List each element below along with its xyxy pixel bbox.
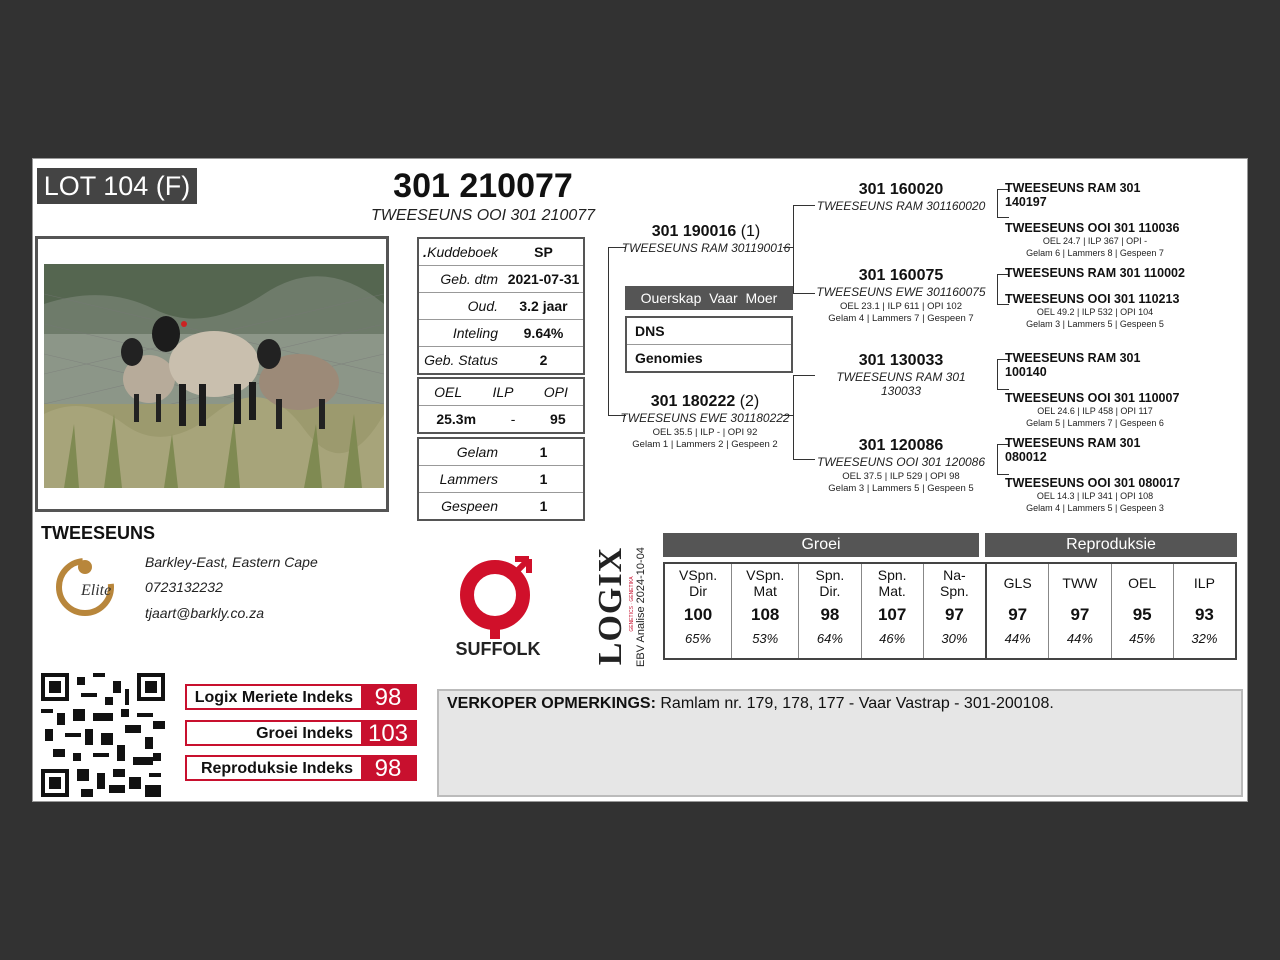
animal-id: 301 210077 bbox=[393, 167, 573, 205]
ilp-value: - bbox=[510, 411, 516, 427]
details-row bbox=[419, 266, 583, 293]
elite-logo-text: Elite bbox=[81, 582, 112, 599]
logix-tagline: GENETICS · GENETIKA bbox=[629, 576, 635, 632]
dam-suffix: (2) bbox=[739, 393, 760, 410]
ebv-value: 97 bbox=[1070, 605, 1090, 624]
details-value: 2021-07-31 bbox=[507, 271, 580, 287]
grandparent-block bbox=[815, 437, 987, 495]
repro-label: Lammers bbox=[439, 471, 498, 487]
ebv-column bbox=[732, 564, 799, 658]
parentage-table bbox=[625, 316, 793, 373]
elite-logo bbox=[53, 555, 117, 619]
grandparent-stats-repro: Gelam 3 | Lammers 5 | Gespeen 5 bbox=[828, 483, 974, 494]
ebv-value: 95 bbox=[1132, 605, 1152, 624]
repro-label: Gelam bbox=[456, 444, 498, 460]
grandparent-name: TWEESEUNS RAM 301 130033 bbox=[836, 370, 966, 398]
grandparent-id: 301 160075 bbox=[858, 267, 944, 284]
dns-label: DNS bbox=[635, 323, 665, 339]
parentage-row bbox=[627, 318, 791, 345]
gg-sire: TWEESEUNS RAM 301 080012 bbox=[1005, 436, 1141, 464]
grandparent-stats-index: OEL 37.5 | ILP 529 | OPI 98 bbox=[842, 471, 960, 482]
ebv-label: VSpn. Dir bbox=[679, 567, 718, 599]
ebv-label: ILP bbox=[1193, 575, 1215, 591]
photo-frame bbox=[35, 236, 389, 512]
ebv-label: TWW bbox=[1062, 575, 1098, 591]
gg-sire: TWEESEUNS RAM 301 110002 bbox=[1005, 266, 1185, 280]
details-label: Inteling bbox=[452, 325, 498, 341]
ebv-column bbox=[987, 564, 1049, 658]
ebv-column bbox=[862, 564, 924, 658]
ebv-table bbox=[663, 562, 1237, 660]
suffolk-logo bbox=[443, 551, 553, 661]
gg-stats-repro: Gelam 3 | Lammers 5 | Gespeen 5 bbox=[1026, 319, 1164, 329]
owner-email: tjaart@barkly.co.za bbox=[145, 605, 264, 621]
gg-stats-index: OEL 49.2 | ILP 532 | OPI 104 bbox=[1036, 307, 1154, 317]
logix-merit-index bbox=[185, 684, 417, 710]
reproduksie-header: Reproduksie bbox=[985, 533, 1237, 557]
ebv-accuracy: 45% bbox=[1129, 631, 1156, 646]
remarks-label: VERKOPER OPMERKINGS: bbox=[447, 695, 656, 712]
grandparent-stats-index: OEL 23.1 | ILP 611 | OPI 102 bbox=[839, 301, 962, 312]
details-prefix: . bbox=[423, 244, 427, 260]
repro-label: Gespeen bbox=[441, 498, 498, 514]
ebv-accuracy: 44% bbox=[1066, 631, 1093, 646]
gg-dam: TWEESEUNS OOI 301 110213 bbox=[1005, 292, 1180, 306]
owner-phone: 0723132232 bbox=[145, 579, 223, 595]
ebv-label: OEL bbox=[1128, 575, 1157, 591]
ebv-column bbox=[1174, 564, 1235, 658]
owner-location: Barkley-East, Eastern Cape bbox=[145, 554, 318, 570]
details-value: 9.64% bbox=[523, 325, 564, 341]
repro-row bbox=[419, 439, 583, 466]
ebv-value: 97 bbox=[944, 605, 964, 624]
gg-sire: TWEESEUNS RAM 301 100140 bbox=[1005, 351, 1141, 379]
ebv-value: 98 bbox=[820, 605, 840, 624]
reproduction-index bbox=[185, 755, 417, 781]
great-grandparent-pair bbox=[1005, 266, 1185, 330]
ebv-label: Spn. Mat. bbox=[877, 567, 907, 599]
ebv-label: VSpn. Mat bbox=[746, 567, 785, 599]
lot-card bbox=[32, 158, 1248, 802]
seller-remarks bbox=[437, 689, 1243, 797]
groei-header: Groei bbox=[663, 533, 979, 557]
index-label: Groei Indeks bbox=[256, 725, 353, 742]
ebv-column bbox=[665, 564, 732, 658]
details-row bbox=[419, 239, 583, 266]
genomies-label: Genomies bbox=[635, 350, 703, 366]
parentage-row bbox=[627, 345, 791, 371]
repro-row bbox=[419, 493, 583, 519]
details-row bbox=[419, 293, 583, 320]
grandparent-name: TWEESEUNS RAM 301160020 bbox=[816, 199, 986, 213]
details-value: 2 bbox=[539, 352, 548, 368]
ebv-accuracy: 64% bbox=[816, 631, 843, 646]
own-index-table bbox=[417, 377, 585, 434]
ebv-value: 107 bbox=[877, 605, 907, 624]
ilp-header: ILP bbox=[492, 384, 514, 400]
logix-logo bbox=[591, 543, 657, 669]
gg-stats-index: OEL 14.3 | ILP 341 | OPI 108 bbox=[1036, 491, 1154, 501]
repro-value: 1 bbox=[539, 498, 548, 514]
dam-block bbox=[619, 393, 791, 451]
logix-brand: LOGIX bbox=[592, 546, 629, 666]
details-row bbox=[419, 320, 583, 347]
grandparent-stats-repro: Gelam 4 | Lammers 7 | Gespeen 7 bbox=[828, 313, 974, 324]
ebv-column bbox=[924, 564, 987, 658]
gg-dam: TWEESEUNS OOI 301 110007 bbox=[1005, 391, 1180, 405]
qr-code[interactable] bbox=[41, 673, 165, 797]
index-value: 98 bbox=[361, 757, 415, 779]
ebv-column bbox=[1049, 564, 1111, 658]
dam-stats-repro: Gelam 1 | Lammers 2 | Gespeen 2 bbox=[632, 439, 778, 450]
gg-stats-repro: Gelam 4 | Lammers 5 | Gespeen 3 bbox=[1026, 503, 1164, 513]
grandparent-block bbox=[815, 181, 987, 213]
grandparent-id: 301 120086 bbox=[858, 437, 944, 454]
gg-sire: TWEESEUNS RAM 301 140197 bbox=[1005, 181, 1141, 209]
sire-block bbox=[621, 223, 791, 255]
details-value: SP bbox=[534, 244, 553, 260]
details-label: Kuddeboek bbox=[427, 244, 498, 260]
gg-stats-index: OEL 24.6 | ILP 458 | OPI 117 bbox=[1037, 406, 1153, 416]
animal-name: TWEESEUNS OOI 301 210077 bbox=[370, 207, 596, 224]
opi-value: 95 bbox=[550, 411, 566, 427]
sheep-photo bbox=[44, 264, 384, 488]
grandparent-id: 301 130033 bbox=[858, 352, 944, 369]
gg-dam: TWEESEUNS OOI 301 110036 bbox=[1005, 221, 1180, 235]
index-value: 98 bbox=[361, 686, 415, 708]
details-label: Geb. Status bbox=[424, 352, 498, 368]
oel-header: OEL bbox=[434, 384, 463, 400]
ebv-accuracy: 44% bbox=[1004, 631, 1031, 646]
great-grandparent-pair bbox=[1005, 436, 1185, 514]
ebv-value: 93 bbox=[1194, 605, 1214, 624]
parentage-box bbox=[625, 286, 793, 373]
own-index-header bbox=[419, 379, 583, 406]
suffolk-text: SUFFOLK bbox=[455, 639, 541, 659]
gg-dam: TWEESEUNS OOI 301 080017 bbox=[1005, 476, 1181, 490]
ebv-accuracy: 32% bbox=[1191, 631, 1218, 646]
repro-table bbox=[417, 437, 585, 521]
ebv-accuracy: 65% bbox=[685, 631, 712, 646]
parentage-title: Ouerskap Vaar Moer bbox=[625, 286, 793, 310]
owner-name: TWEESEUNS bbox=[41, 523, 156, 543]
remarks-text: Ramlam nr. 179, 178, 177 - Vaar Vastrap - 301-200108. bbox=[660, 695, 1054, 712]
ebv-value: 108 bbox=[751, 605, 780, 624]
repro-value: 1 bbox=[539, 471, 548, 487]
opi-header: OPI bbox=[543, 384, 568, 400]
grandparent-block bbox=[815, 267, 987, 325]
grandparent-name: TWEESEUNS OOI 301 120086 bbox=[816, 455, 986, 469]
sire-name: TWEESEUNS RAM 301190016 bbox=[621, 241, 791, 255]
ebv-value: 97 bbox=[1008, 605, 1028, 624]
ebv-accuracy: 30% bbox=[941, 631, 968, 646]
details-row bbox=[419, 347, 583, 373]
growth-index bbox=[185, 720, 417, 746]
details-table bbox=[417, 237, 585, 375]
index-label: Logix Meriete Indeks bbox=[194, 689, 353, 706]
ebv-label: Na-Spn. bbox=[940, 567, 969, 599]
ebv-value: 100 bbox=[683, 605, 713, 624]
grandparent-id: 301 160020 bbox=[858, 181, 944, 198]
ebv-accuracy: 53% bbox=[752, 631, 779, 646]
great-grandparent-pair bbox=[1005, 351, 1185, 429]
dam-id: 301 180222 bbox=[650, 393, 736, 410]
details-label: Oud. bbox=[467, 298, 498, 314]
repro-value: 1 bbox=[539, 444, 548, 460]
dam-name: TWEESEUNS EWE 301180222 bbox=[620, 411, 790, 425]
details-label: Geb. dtm bbox=[440, 271, 498, 287]
own-index-values bbox=[419, 406, 583, 432]
great-grandparent-pair bbox=[1005, 181, 1185, 259]
lot-label: LOT 104 (F) bbox=[37, 168, 197, 204]
gg-stats-repro: Gelam 6 | Lammers 8 | Gespeen 7 bbox=[1026, 248, 1164, 258]
ebv-column bbox=[1112, 564, 1174, 658]
oel-value: 25.3m bbox=[436, 411, 477, 427]
gg-stats-index: OEL 24.7 | ILP 367 | OPI - bbox=[1042, 236, 1148, 246]
dam-stats-index: OEL 35.5 | ILP - | OPI 92 bbox=[652, 427, 758, 438]
sire-suffix: (1) bbox=[740, 223, 761, 240]
gg-stats-repro: Gelam 5 | Lammers 7 | Gespeen 6 bbox=[1026, 418, 1164, 428]
grandparent-name: TWEESEUNS EWE 301160075 bbox=[816, 285, 986, 299]
logix-analysis-date: EBV Analise 2024-10-04 bbox=[635, 547, 647, 667]
ebv-label: Spn. Dir. bbox=[815, 567, 845, 599]
details-value: 3.2 jaar bbox=[519, 298, 568, 314]
grandparent-block bbox=[815, 352, 987, 398]
ebv-column bbox=[799, 564, 861, 658]
index-label: Reproduksie Indeks bbox=[200, 760, 353, 777]
index-value: 103 bbox=[361, 722, 415, 744]
sire-id: 301 190016 bbox=[651, 223, 737, 240]
repro-row bbox=[419, 466, 583, 493]
ebv-label: GLS bbox=[1003, 575, 1032, 591]
ebv-accuracy: 46% bbox=[879, 631, 906, 646]
